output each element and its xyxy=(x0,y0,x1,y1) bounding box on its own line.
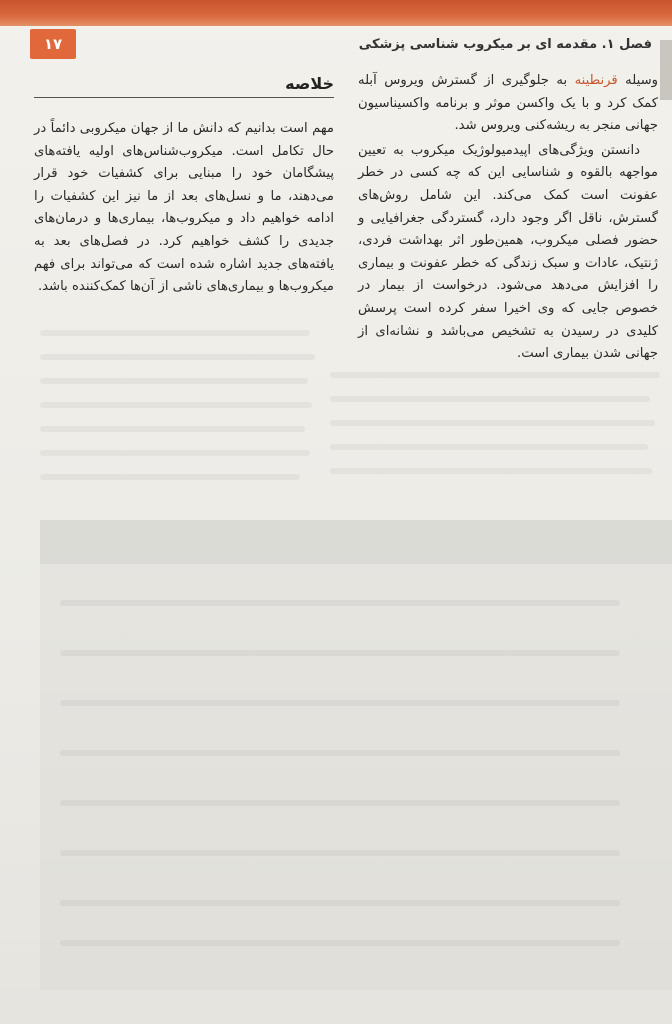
bleed-through-line xyxy=(60,650,620,656)
bleed-through-line xyxy=(330,444,648,450)
summary-heading: خلاصه xyxy=(34,74,334,98)
bleed-through-line xyxy=(40,378,308,384)
paragraph-quarantine xyxy=(358,70,658,138)
bleed-through-line xyxy=(330,420,655,426)
bleed-through-line xyxy=(40,402,312,408)
chapter-title: فصل ۱. مقدمه ای بر میکروب شناسی پزشکی xyxy=(358,36,652,52)
main-text-column xyxy=(358,70,658,366)
bleed-through-line xyxy=(60,850,620,856)
bleed-through-line xyxy=(330,468,652,474)
bleed-through-line xyxy=(60,750,620,756)
highlighted-term: قرنطینه xyxy=(574,73,618,88)
bleed-through-line xyxy=(60,940,620,946)
page-header xyxy=(30,28,660,60)
summary-paragraph: مهم است بدانیم که دانش ما از جهان میکروبی دائماً در حال تکامل است. میکروب‌شناس‌های اولیه یافته‌های پیشگامان خود را مبنایی برای کشفیات خود قرار می‌دهند، ما و نسل‌های بعد از ما نیز این کشفیات را ادامه خواهیم داد و میکروب‌ها، بیماری‌ها و درمان‌های جدیدی را کشف خواهیم کرد. در فصل‌های بعد به یافته‌های جدید اشاره شده است که می‌تواند برای فهم میکروب‌ها و بیماری‌های ناشی از آن‌ها کمک‌کننده باشد. xyxy=(34,121,334,295)
bleed-through-band xyxy=(40,520,672,564)
paragraph-epidemiology: دانستن ویژگی‌های اپیدمیولوژیک میکروب به تعیین مواجهه بالقوه و شناسایی این که چه کسی در خطر عفونت است کمک می‌کند. این شامل روش‌های گسترش، ناقل اگر وجود دارد، گستردگی جغرافیایی و حضور فصلی میکروب، همین‌طور اثر بهداشت فردی، ژنتیک، عادات و سبک زندگی که خطر عفونت و بیماری را افزایش می‌دهد می‌شود. درخواست از بیمار در خصوص جایی که وی اخیرا سفر کرده است پرسش کلیدی در رسیدن به تشخیص می‌باشد و نشانه‌ای از جهانی شدن بیماری است. xyxy=(358,142,658,362)
bleed-through-line xyxy=(40,426,305,432)
summary-column xyxy=(34,118,334,299)
bleed-through-line xyxy=(60,600,620,606)
page-edge-tab xyxy=(660,40,672,100)
bleed-through-line xyxy=(60,900,620,906)
paragraph-text: به جلوگیری از گسترش ویروس آبله کمک کرد و با یک واکسن موثر و برنامه واکسیناسیون جهانی منجر به ریشه‌کنی ویروس شد. xyxy=(358,73,658,134)
bleed-through-line xyxy=(60,700,620,706)
page-number: ۱۷ xyxy=(30,29,76,59)
bleed-through-line xyxy=(60,800,620,806)
bleed-through-line xyxy=(40,354,315,360)
bleed-through-line xyxy=(330,372,660,378)
bleed-through-line xyxy=(330,396,650,402)
page-top-color-strip xyxy=(0,0,672,26)
paragraph-text: وسیله xyxy=(617,73,659,88)
bleed-through-line xyxy=(40,474,300,480)
bleed-through-line xyxy=(40,330,310,336)
bleed-through-line xyxy=(40,450,310,456)
